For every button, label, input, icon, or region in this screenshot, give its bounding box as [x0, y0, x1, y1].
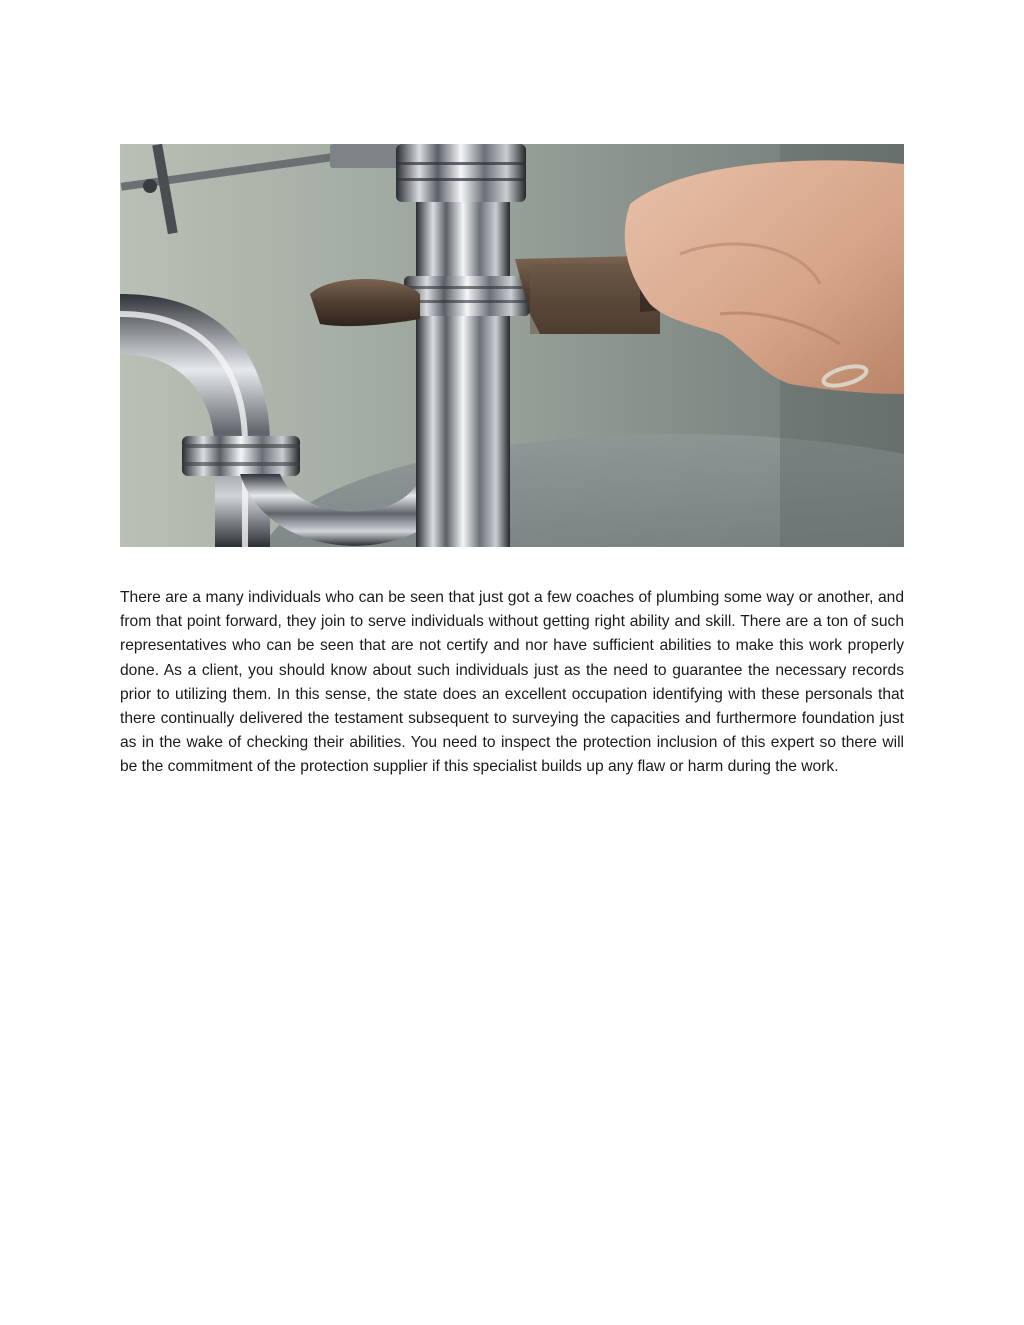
plumbing-photo	[120, 144, 904, 547]
plumbing-illustration	[120, 144, 904, 547]
body-paragraph: There are a many individuals who can be seen that just got a few coaches of plumbing some way or another, and from that point forward, they join to serve individuals without getting right ability and skill. There are a ton of such representatives who can be seen that are not certify and nor have sufficient abilities to make this work properly done. As a client, you should know about such individuals just as the need to guarantee the necessary records prior to utilizing them. In this sense, the state does an excellent occupation identifying with these personals that there continually delivered the testament subsequent to surveying the capacities and furthermore foundation just as in the wake of checking their abilities. You need to inspect the protection inclusion of this expert so there will be the commitment of the protection supplier if this specialist builds up any flaw or harm during the work.	[120, 589, 904, 776]
